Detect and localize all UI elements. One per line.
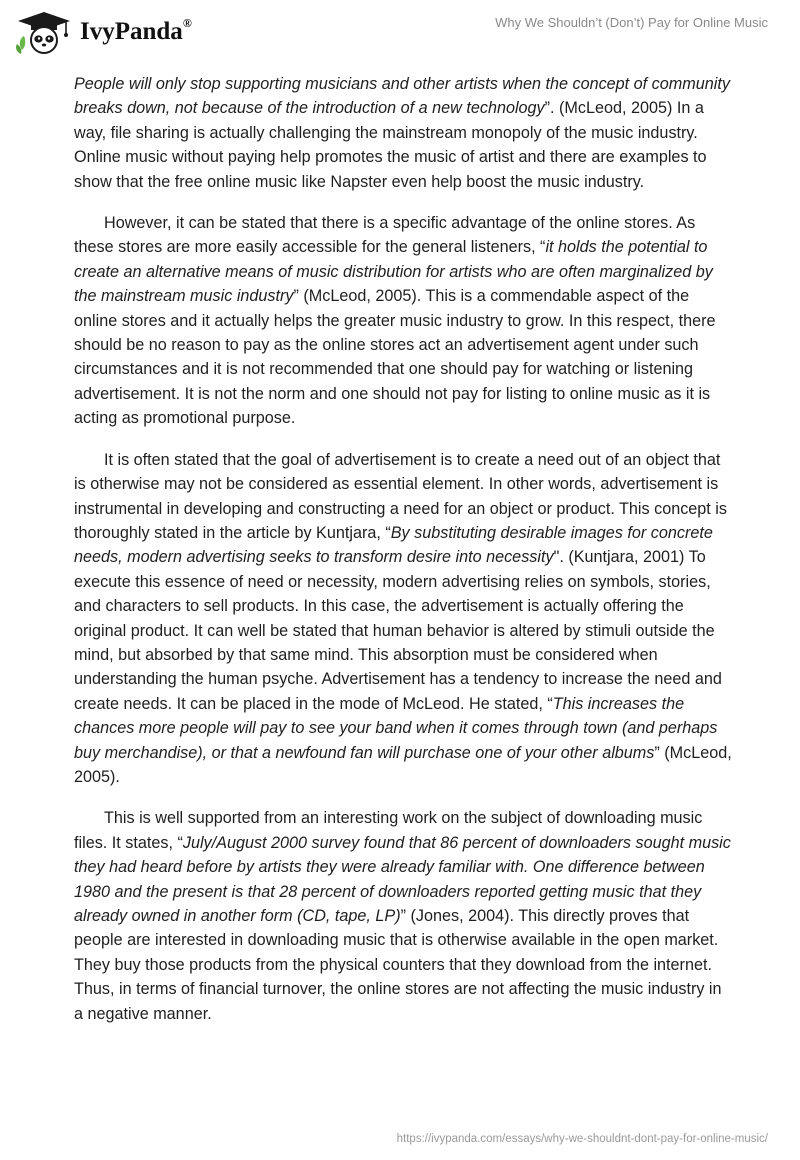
quote-text: it holds the potential to create an alternative means of music distribution for artists who are often marginalized by the mainstream music industry (74, 238, 713, 306)
paragraph-text: ” (Jones, 2004). This directly proves that people are interested in downloading music that is otherwise available in the open market. They buy those products from the physical counters that they download from the internet. Thus, in terms of financial turnover, the online stores are not affecting the music industry in a negative manner. (74, 907, 722, 1023)
registered-mark: ® (182, 16, 192, 30)
page-header (0, 0, 800, 62)
ivypanda-logo[interactable] (14, 10, 192, 56)
paragraph-1 (74, 72, 734, 194)
paragraph-text: ". (Kuntjara, 2001) To execute this essence of need or necessity, modern advertising relies on symbols, stories, and characters to sell products. In this case, the advertisement is actually offering the original product. It can well be stated that human behavior is altered by stimuli outside the mind, but absorbed by that same mind. This absorption must be considered when understanding the human psyche. Advertisement has a tendency to increase the need and create needs. It can be placed in the mode of McLeod. He stated, “ (74, 548, 722, 713)
paragraph-2 (74, 211, 734, 431)
paragraph-text: However, it can be stated that there is a specific advantage of the online stores. As these stores are more easily accessible for the general listeners, “ (74, 214, 696, 257)
paragraph-text: It is often stated that the goal of advertisement is to create a need out of an object that is otherwise may not be considered as essential element. In other words, advertisement is instrumental in developing and constructing a need for an object or product. This concept is thoroughly stated in the article by Kuntjara, “ (74, 450, 727, 542)
panda-graduate-icon (14, 10, 74, 56)
paragraph-text: ”. (McLeod, 2005) In a way, file sharing is actually challenging the mainstream monopoly of the music industry. Online music without paying help promotes the music of artist and there are examples to show that the free online music like Napster even help boost the music industry. (74, 99, 707, 191)
paragraph-4 (74, 806, 734, 1026)
source-url[interactable]: https://ivypanda.com/essays/why-we-shouldnt-dont-pay-for-online-music/ (396, 1133, 768, 1145)
paragraph-3 (74, 448, 734, 790)
essay-body (74, 72, 734, 1043)
quote-text: This increases the chances more people will pay to see your band when it comes through town (and perhaps buy merchandise), or that a newfound fan will purchase one of your other albums (74, 694, 718, 762)
paragraph-text: ” (McLeod, 2005). (74, 743, 732, 786)
quote-text: People will only stop supporting musicians and other artists when the concept of community breaks down, not because of the introduction of a new technology (74, 75, 730, 118)
quote-text: July/August 2000 survey found that 86 percent of downloaders sought music they had heard before by artists they were already familiar with. One difference between 1980 and the present is that 28 percent of downloaders reported getting music that they already owned in another form (CD, tape, LP) (74, 833, 731, 925)
paragraph-text: This is well supported from an interesting work on the subject of downloading music files. It states, “ (74, 809, 703, 852)
brand-name: IvyPanda (80, 18, 183, 45)
document-title: Why We Shouldn’t (Don’t) Pay for Online Music (495, 15, 768, 30)
quote-text: By substituting desirable images for concrete needs, modern advertising seeks to transform desire into necessity (74, 523, 713, 567)
paragraph-text: ” (McLeod, 2005). This is a commendable aspect of the online stores and it actually helps the greater music industry to grow. In this respect, there should be no reason to pay as the online stores act an advertisement agent under such circumstances and it is not recommended that one should pay for watching or listening advertisement. It is not the norm and one should not pay for listing to online music as it is acting as promotional purpose. (74, 287, 716, 428)
